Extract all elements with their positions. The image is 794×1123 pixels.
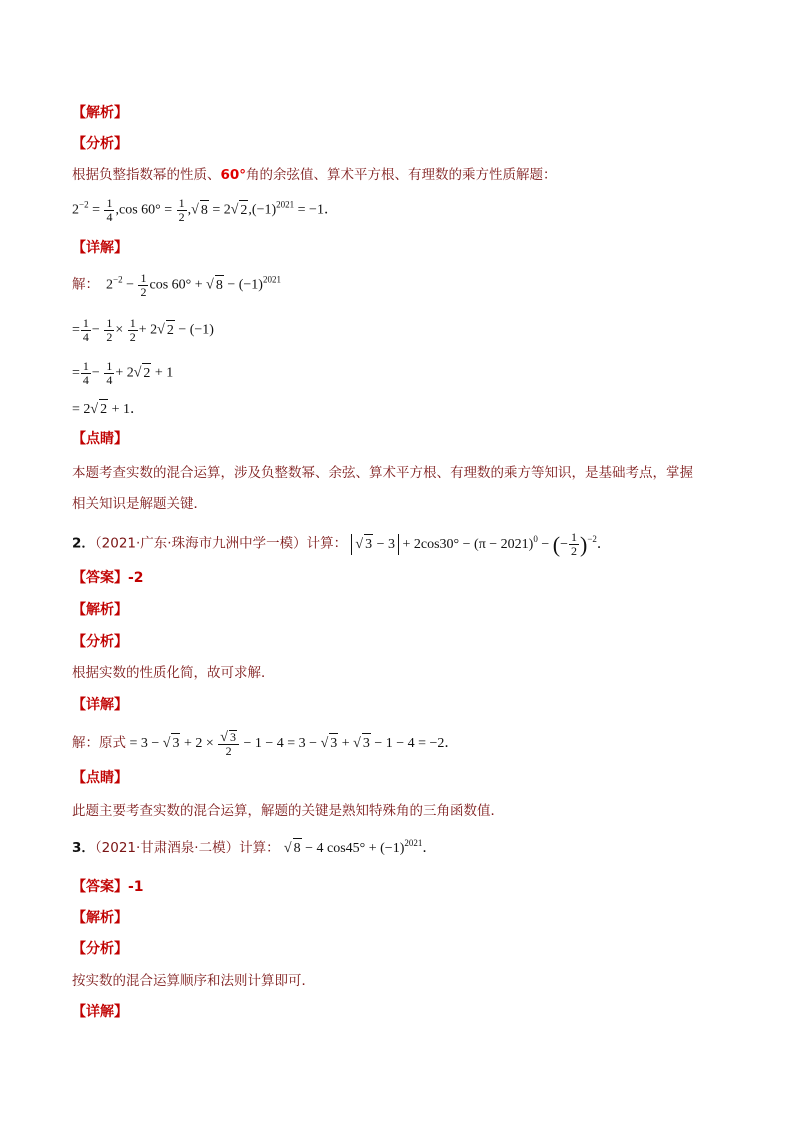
- section-xiangjie-1: 【详解】: [72, 240, 128, 256]
- section-fenxi-3: 【分析】: [72, 941, 128, 957]
- q2-question: 2．（2021·广东·珠海市九洲中学一模）计算： √ $3 - 3 + 2\cos 30^\circ - (\pi - 2021)^0$ − (− $\frac{1}{2}$ )$^{-2}$．: [72, 530, 611, 558]
- section-jiexi-2: 【解析】: [72, 602, 128, 618]
- q2-answer: 【答案】-2: [72, 570, 144, 586]
- q3-analysis: 按实数的混合运算顺序和法则计算即可．: [72, 973, 315, 989]
- section-jiexi: 【解析】: [72, 105, 128, 121]
- q1-solution-result: = 2√ 2 + 1．: [72, 399, 144, 420]
- q2-solution: 解：原式 = 3 − √ 3 + 2 × $\frac{√ 3}{2}$ − 1 − 4 = 3 − √ 3 + √ 3 − 1 − 4 = −2．: [72, 730, 459, 758]
- q1-analysis-formula: $2^{-2}$ = $\frac{1}{4}$ ,cos 60° = $\frac{1}{2}$ ,√ 8 = 2√ $2,(-1)^{2021} = -1$．: [72, 196, 338, 224]
- q2-dianjing: 此题主要考查实数的混合运算，解题的关键是熟知特殊角的三角函数值．: [72, 803, 504, 819]
- section-xiangjie-2: 【详解】: [72, 697, 128, 713]
- section-dianjing-1: 【点睛】: [72, 431, 128, 447]
- section-dianjing-2: 【点睛】: [72, 770, 128, 786]
- q1-solution-step1: 解： $2^{-2}$ − $\frac{1}{2}$ cos 60° + √ $8 - (-1)^{2021}$: [72, 271, 281, 299]
- q3-answer: 【答案】-1: [72, 879, 144, 895]
- q3-question: 3．（2021·甘肃酒泉·二模）计算： √ 8 − 4 $\cos 45^\circ + (-1)^{2021}$．: [72, 838, 436, 859]
- q1-solution-step3: = $\frac{1}{4}$ − $\frac{1}{4}$ + 2√ 2 + 1: [72, 359, 174, 387]
- section-xiangjie-3: 【详解】: [72, 1004, 128, 1020]
- section-fenxi-2: 【分析】: [72, 634, 128, 650]
- highlight-60deg: 60°: [220, 167, 247, 183]
- q1-dianjing-line2: 相关知识是解题关键．: [72, 496, 207, 512]
- section-jiexi-3: 【解析】: [72, 910, 128, 926]
- section-fenxi: 【分析】: [72, 136, 128, 152]
- q2-analysis: 根据实数的性质化简，故可求解．: [72, 665, 275, 681]
- q1-solution-step2: = $\frac{1}{4}$ − $\frac{1}{2}$ × $\frac{1}{2}$ + 2√ 2 − (−1): [72, 316, 214, 344]
- q1-analysis: 根据负整指数幂的性质、60°角的余弦值、算术平方根、有理数的乘方性质解题：: [72, 167, 557, 183]
- q1-dianjing-line1: 本题考查实数的混合运算，涉及负整数幂、余弦、算术平方根、有理数的乘方等知识，是基础考点，掌握: [72, 465, 693, 481]
